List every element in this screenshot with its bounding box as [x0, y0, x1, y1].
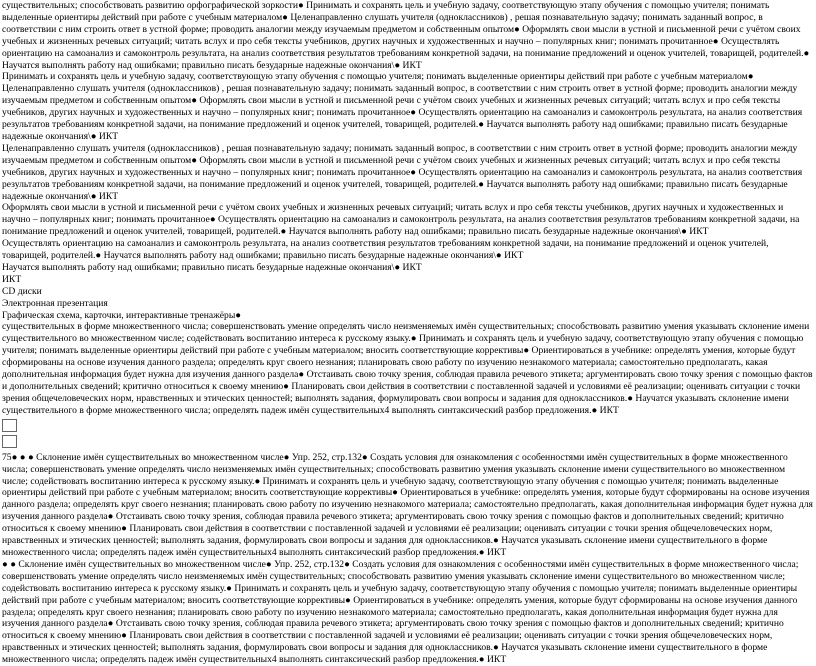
paragraph-lesson-75-repeat: ● ● Склонение имён существительных во множественном числе● Упр. 252, стр.132● Создать условия для ознакомления с особенностями имён существительных в форме множественного числа; совершенствовать умение определять число неизменяемых имён существительных; способствовать развитию умения указывать склонение имени существительного во множественном числе; содействовать воспитанию интереса к русскому языку.● Принимать и сохранять цель и учебную задачу, соответствующую этапу обучения с помощью учителя; понимать выделенные ориентиры действий при работе с учебным материалом; вносить соответствующие коррективы● Ориентироваться в учебнике: определять умения, которые будут сформированы на основе изучения данного раздела; определять круг своего незнания; планировать свою работу по изучению незнакомого материала; самостоятельно предполагать, какая дополнительная информация будет нужна для изучения данного раздела● Отстаивать свою точку зрения, соблюдая правила речевого этикета; аргументировать свою точку зрения с помощью фактов и дополнительных сведений; критично относиться к своему мнению● Планировать свои действия в соответствии с поставленной задачей и условиями её реализации; оценивать ситуации с точки зрения общечеловеческих норм, нравственных и этических ценностей; выполнять задания, формулировать свои вопросы и задания для одноклассников.● Научатся указывать склонение имени существительного в форме множественного числа; определять падеж имён существительных4 выполнять синтаксический разбор предложения.● ИКТ [2, 558, 799, 666]
paragraph-graphic-scheme: Графическая схема, карточки, интерактивные тренажёры● [2, 309, 242, 321]
paragraph-ikt: ИКТ [2, 273, 22, 285]
empty-cell-markers [2, 419, 813, 448]
paragraph-cd-disks: CD диски [2, 285, 42, 297]
paragraph-plural-declension-goals: существительных в форме множественного числа; совершенствовать умение определять число неизменяемых имён существительных; способствовать развитию умения указывать склонение имени существительного во множественном числе; содействовать воспитанию интереса к русскому языку.● Принимать и сохранять цель и учебную задачу, соответствующую этапу обучения с помощью учителя; понимать выделенные ориентиры действий при работе с учебным материалом; вносить соответствующие коррективы● Ориентироваться в учебнике: определять умения, которые будут сформированы на основе изучения данного раздела; определять круг своего незнания; планировать свою работу по изучению незнакомого материала; самостоятельно предполагать, какая дополнительная информация будет нужна для изучения данного раздела● Отстаивать свою точку зрения, соблюдая правила речевого этикета; аргументировать свою точку зрения с помощью фактов и дополнительных сведений; критично относиться к своему мнению● Планировать свои действия в соответствии с поставленной задачей и условиями её реализации; оценивать ситуации с точки зрения общечеловеческих норм, нравственных и этических ценностей; выполнять задания, формулировать свои вопросы и задания для одноклассников.● Научатся указывать склонение имени существительного в форме множественного числа; определять падеж имён существительных4 выполнять синтаксический разбор предложения.● ИКТ [2, 321, 813, 416]
paragraph-self-analysis: Осуществлять ориентацию на самоанализ и самоконтроль результата, на анализ соответствия результатов требованиям конкретной задачи, на понимание предложений и оценок учителей, товарищей, родителей.● Научатся выполнять работу над ошибками; правильно писать безударные надежные окончания\● ИКТ [2, 238, 769, 262]
empty-checkbox-icon [2, 435, 17, 448]
paragraph-error-work: Научатся выполнять работу над ошибками; правильно писать безударные надежные окончания\● ИКТ [2, 261, 422, 273]
paragraph-listen-teacher: Целенаправленно слушать учителя (одноклассников) , решая познавательную задачу; понимать заданный вопрос, в соответствии с ним строить ответ в устной форме; проводить аналогии между изучаемым предметом и собственным опытом● Оформлять свои мысли в устной и письменной речи с учётом своих учебных и жизненных речевых ситуаций; читать вслух и про себя тексты учебников, других научных и художественных и научно – популярных книг; понимать прочитанное● Осуществлять ориентацию на самоанализ и самоконтроль результата, на анализ соответствия результатов требованиям конкретной задачи, на понимание предложений и оценок учителей, товарищей, родителей.● Научатся выполнять работу над ошибками; правильно писать безударные надежные окончания\● ИКТ [2, 142, 803, 202]
empty-checkbox-icon [2, 419, 17, 432]
paragraph-competencies-intro: существительных; способствовать развитию орфографической зоркости● Принимать и сохранять цель и учебную задачу, соответствующую этапу обучения с помощью учителя; понимать выделенные ориентиры действий при работе с учебным материалом● Целенаправленно слушать учителя (одноклассников) , решая познавательную задачу; понимать заданный вопрос, в соответствии с ним строить ответ в устной форме; проводить аналогии между изучаемым предметом и собственным опытом● Оформлять свои мысли в устной и письменной речи с учётом своих учебных и жизненных речевых ситуаций; читать вслух и про себя тексты учебников, других научных и художественных и научно – популярных книг; понимать прочитанное● Осуществлять ориентацию на самоанализ и самоконтроль результата, на анализ соответствия результатов требованиям конкретной задачи, на понимание предложений и оценок учителей, товарищей, родителей.● Научатся выполнять работу над ошибками; правильно писать безударные надежные окончания\● ИКТ [2, 0, 810, 71]
paragraph-lesson-75: 75● ● ● Склонение имён существительных во множественном числе● Упр. 252, стр.132● Создать условия для ознакомления с особенностями имён существительных в форме множественного числа; совершенствовать умение определять число неизменяемых имён существительных; способствовать развитию умения указывать склонение имени существительного во множественном числе; содействовать воспитанию интереса к русскому языку.● Принимать и сохранять цель и учебную задачу, соответствующую этапу обучения с помощью учителя; понимать выделенные ориентиры действий при работе с учебным материалом; вносить соответствующие коррективы● Ориентироваться в учебнике: определять умения, которые будут сформированы на основе изучения данного раздела; определять круг своего незнания; планировать свою работу по изучению незнакомого материала; самостоятельно предполагать, какая дополнительная информация будет нужна для изучения данного раздела● Отстаивать свою точку зрения, соблюдая правила речевого этикета; аргументировать свою точку зрения с помощью фактов и дополнительных сведений; критично относиться к своему мнению● Планировать свои действия в соответствии с поставленной задачей и условиями её реализации; оценивать ситуации с точки зрения общечеловеческих норм, нравственных и этических ценностей; выполнять задания, формулировать свои вопросы и задания для одноклассников.● Научатся указывать склонение имени существительного в форме множественного числа; определять падеж имён существительных4 выполнять синтаксический разбор предложения.● ИКТ [2, 451, 813, 558]
paragraph-express-thoughts: Оформлять свои мысли в устной и письменной речи с учётом своих учебных и жизненных речевых ситуаций; читать вслух и про себя тексты учебников, других научных и художественных и научно – популярных книг; понимать прочитанное● Осуществлять ориентацию на самоанализ и самоконтроль результата, на анализ соответствия результатов требованиям конкретной задачи, на понимание предложений и оценок учителей, товарищей, родителей.● Научатся выполнять работу над ошибками; правильно писать безударные надежные окончания\● ИКТ [2, 202, 800, 238]
paragraph-goal-and-task: Принимать и сохранять цель и учебную задачу, соответствующую этапу обучения с помощью учителя; понимать выделенные ориентиры действий при работе с учебным материалом● Целенаправленно слушать учителя (одноклассников) , решая познавательную задачу; понимать заданный вопрос, в соответствии с ним строить ответ в устной форме; проводить аналогии между изучаемым предметом и собственным опытом● Оформлять свои мысли в устной и письменной речи с учётом своих учебных и жизненных речевых ситуаций; читать вслух и про себя тексты учебников, других научных и художественных и научно – популярных книг; понимать прочитанное● Осуществлять ориентацию на самоанализ и самоконтроль результата, на анализ соответствия результатов требованиям конкретной задачи, на понимание предложений и оценок учителей, товарищей, родителей.● Научатся выполнять работу над ошибками; правильно писать безударные надежные окончания\● ИКТ [2, 71, 803, 142]
paragraph-presentation: Электронная презентация [2, 297, 108, 309]
